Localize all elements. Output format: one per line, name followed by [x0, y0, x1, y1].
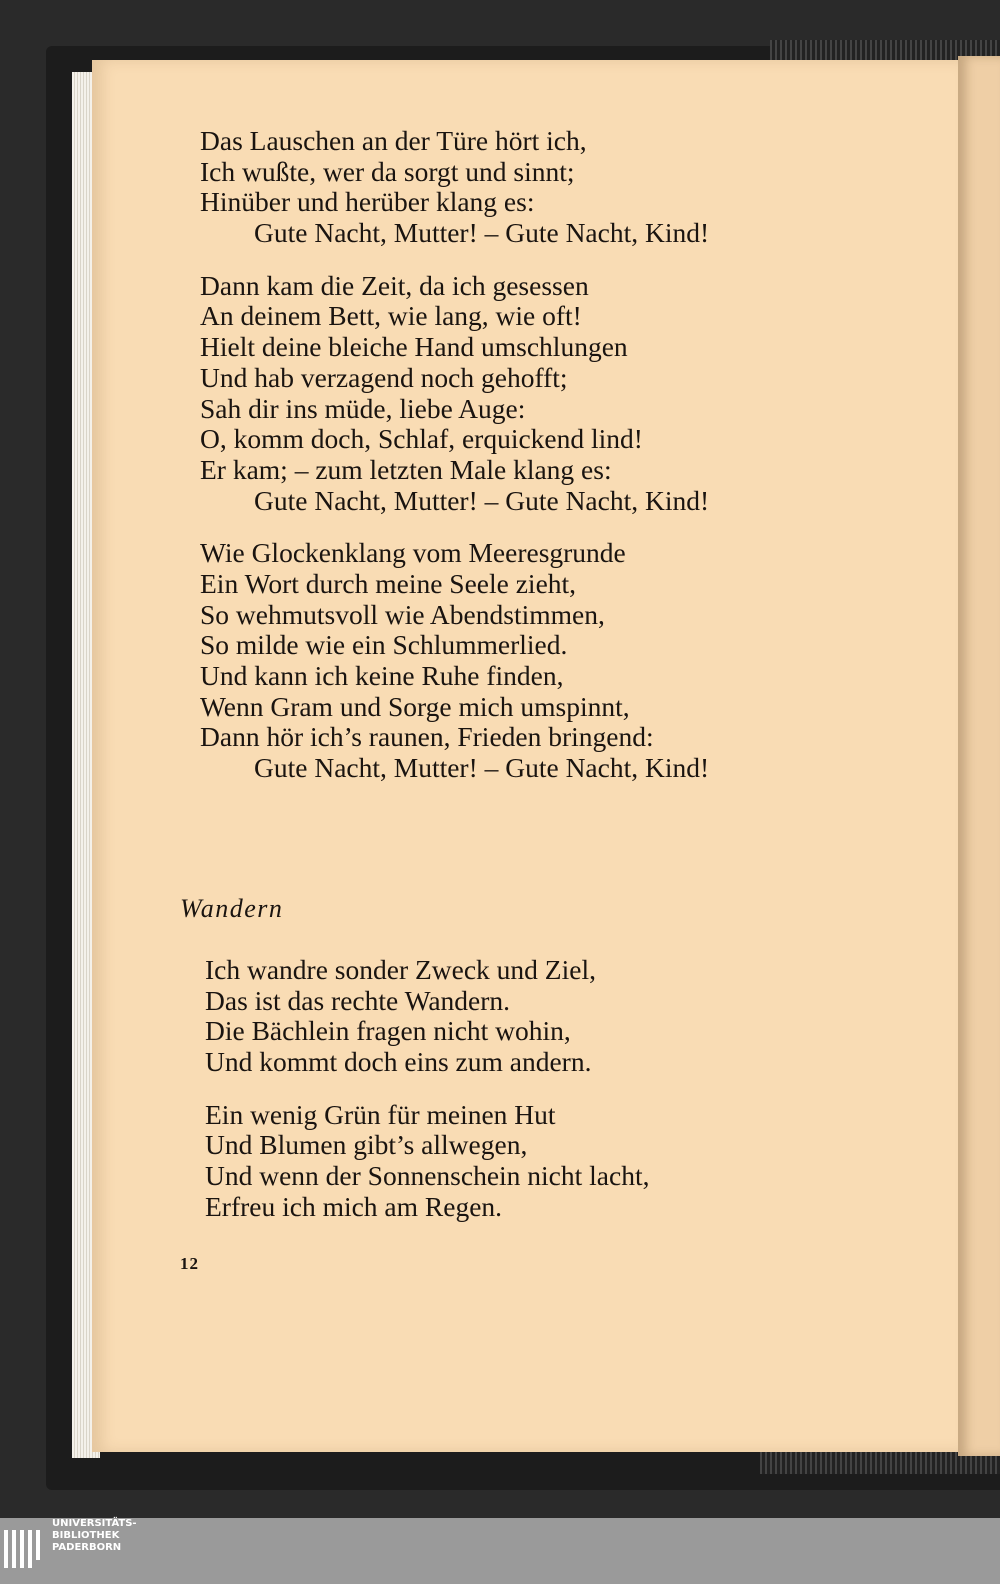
page-number: 12 — [180, 1254, 199, 1273]
refrain-line: Gute Nacht, Mutter! – Gute Nacht, Kind! — [254, 752, 710, 784]
verse-line: Er kam; – zum letzten Male klang es: — [200, 453, 612, 485]
library-footer — [0, 1518, 1000, 1584]
verse-line: Wenn Gram und Sorge mich umspinnt, — [200, 690, 630, 722]
poem-wandern — [205, 955, 825, 1245]
verse-line: So milde wie ein Schlummerlied. — [200, 629, 568, 661]
library-logo-icon — [4, 1530, 46, 1574]
verse-line: Und Blumen gibt’s allwegen, — [205, 1129, 528, 1161]
verse-line: Hinüber und herüber klang es: — [200, 186, 535, 218]
verse-line: O, komm doch, Schlaf, erquickend lind! — [200, 423, 643, 455]
verse-line: Und hab verzagend noch gehofft; — [200, 361, 568, 393]
refrain-line: Gute Nacht, Mutter! – Gute Nacht, Kind! — [254, 484, 710, 516]
facing-page-edge — [958, 56, 1000, 1456]
stanza — [200, 271, 820, 517]
poem-continuation — [200, 126, 820, 806]
verse-line: Hielt deine bleiche Hand umschlungen — [200, 331, 628, 363]
verse-line: So wehmutsvoll wie Abendstimmen, — [200, 598, 605, 630]
stanza — [205, 955, 825, 1078]
verse-line: Ein wenig Grün für meinen Hut — [205, 1098, 556, 1130]
verse-line: Wie Glockenklang vom Meeresgrunde — [200, 537, 626, 569]
verse-line: Ich wandre sonder Zweck und Ziel, — [205, 954, 596, 985]
poem-title: Wandern — [180, 894, 284, 923]
refrain-line: Gute Nacht, Mutter! – Gute Nacht, Kind! — [254, 217, 710, 249]
library-name — [52, 1518, 252, 1554]
verse-line: Und wenn der Sonnenschein nicht lacht, — [205, 1160, 650, 1192]
verse-line: Das Lauschen an der Türe hört ich, — [200, 125, 587, 156]
stanza — [205, 1100, 825, 1223]
verse-line: Ein Wort durch meine Seele zieht, — [200, 567, 577, 599]
verse-line: Und kann ich keine Ruhe finden, — [200, 660, 564, 691]
verse-line: Dann kam die Zeit, da ich gesessen — [200, 269, 589, 301]
library-name-line: PADERBORN — [52, 1542, 122, 1553]
verse-line: Und kommt doch eins zum andern. — [205, 1046, 592, 1078]
verse-line: Das ist das rechte Wandern. — [205, 984, 511, 1016]
verse-line: Sah dir ins müde, liebe Auge: — [200, 392, 526, 424]
stanza — [200, 126, 820, 249]
verse-line: An deinem Bett, wie lang, wie oft! — [200, 300, 582, 332]
verse-line: Erfreu ich mich am Regen. — [205, 1190, 503, 1222]
library-name-line: BIBLIOTHEK — [52, 1530, 120, 1541]
library-name-line: UNIVERSITÄTS- — [52, 1518, 137, 1529]
stanza — [200, 538, 820, 784]
verse-line: Ich wußte, wer da sorgt und sinnt; — [200, 155, 575, 187]
verse-line: Dann hör ich’s raunen, Frieden bringend: — [200, 721, 654, 753]
verse-line: Die Bächlein fragen nicht wohin, — [205, 1015, 571, 1047]
